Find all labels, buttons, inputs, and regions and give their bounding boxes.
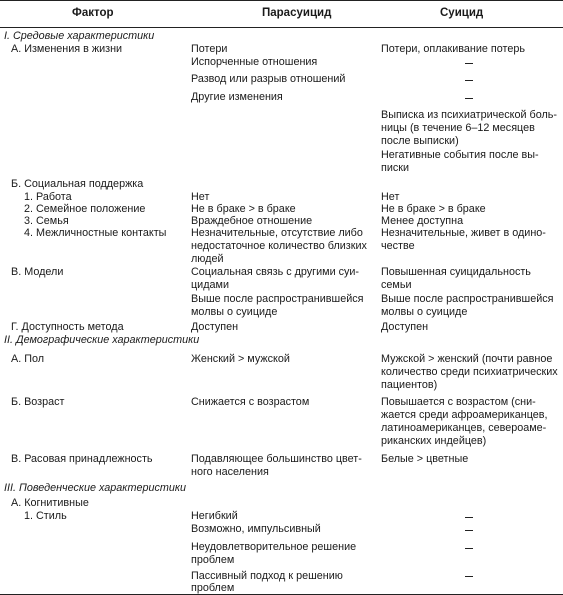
suicide-cell: молвы о суициде (381, 306, 468, 318)
factor-label: Б. Возраст (11, 396, 65, 408)
empty-dash (465, 548, 473, 549)
parasuicide-cell: Другие изменения (191, 91, 283, 103)
factor-sublabel: 3. Семья (24, 215, 69, 227)
suicide-cell: пациентов) (381, 379, 438, 391)
parasuicide-cell: Женский > мужской (191, 353, 290, 365)
factor-label: Г. Доступность метода (11, 321, 124, 333)
suicide-cell: риканских индейцев) (381, 435, 487, 447)
parasuicide-cell: проблем (191, 554, 235, 566)
factor-label: А. Изменения в жизни (11, 43, 123, 55)
suicide-cell: Повышенная суицидальность (381, 266, 531, 278)
parasuicide-cell: Негибкий (191, 510, 238, 522)
parasuicide-cell: ного населения (191, 466, 269, 478)
suicide-cell: Выше после распространившейся (381, 293, 554, 305)
parasuicide-cell: Потери (191, 43, 228, 55)
suicide-cell: Доступен (381, 321, 429, 333)
suicide-cell: Негативные события после вы- (381, 149, 539, 161)
parasuicide-cell: Доступен (191, 321, 239, 333)
header-factor: Фактор (72, 7, 114, 19)
empty-dash (465, 98, 473, 99)
factor-label: А. Пол (11, 353, 45, 365)
suicide-cell: Белые > цветные (381, 453, 469, 465)
suicide-cell: Нет (381, 191, 400, 203)
parasuicide-cell: Возможно, импульсивный (191, 523, 321, 535)
parasuicide-cell: недостаточное количество близких (191, 240, 367, 252)
factor-label: А. Когнитивные (11, 497, 89, 509)
factor-label: В. Модели (11, 266, 64, 278)
suicide-cell: Повышается с возрастом (сни- (381, 396, 536, 408)
header-parasuicide: Парасуицид (262, 7, 332, 19)
parasuicide-cell: Снижается с возрастом (191, 396, 310, 408)
suicide-cell: количество среди психиатрических (381, 366, 558, 378)
table-header (0, 0, 563, 28)
parasuicide-cell: цидами (191, 279, 229, 291)
empty-dash (465, 63, 473, 64)
suicide-cell: честве (381, 240, 415, 252)
factor-label: Б. Социальная поддержка (11, 178, 144, 190)
parasuicide-cell: Нет (191, 191, 210, 203)
suicide-cell: Незначительные, живет в одино- (381, 227, 546, 239)
suicide-cell: Потери, оплакивание потерь (381, 43, 525, 55)
suicide-cell: семьи (381, 279, 412, 291)
parasuicide-cell: Незначительные, отсутствие либо (191, 227, 363, 239)
factor-sublabel: 4. Межличностные контакты (24, 227, 167, 239)
parasuicide-cell: молвы о суициде (191, 306, 278, 318)
factor-label: В. Расовая принадлежность (11, 453, 153, 465)
parasuicide-cell: Неудовлетворительное решение (191, 541, 357, 553)
suicide-cell: писки (381, 162, 410, 174)
parasuicide-cell: Не в браке > в браке (191, 203, 296, 215)
empty-dash (465, 576, 473, 577)
parasuicide-cell: Враждебное отношение (191, 215, 313, 227)
parasuicide-cell: Пассивный подход к решению (191, 570, 343, 582)
suicide-cell: Выписка из психиатрической боль- (381, 109, 558, 121)
factor-sublabel: 1. Работа (24, 191, 72, 203)
factor-sublabel: 2. Семейное положение (24, 203, 146, 215)
parasuicide-cell: людей (191, 253, 224, 265)
parasuicide-cell: проблем (191, 582, 235, 594)
header-suicide: Суицид (440, 7, 484, 19)
suicide-cell: Мужской > женский (почти равное (381, 353, 553, 365)
empty-dash (465, 530, 473, 531)
empty-dash (465, 80, 473, 81)
suicide-cell: ницы (в течение 6–12 месяцев (381, 122, 535, 134)
factor-sublabel: 1. Стиль (24, 510, 67, 522)
parasuicide-cell: Социальная связь с другими суи- (191, 266, 360, 278)
parasuicide-cell: Подавляющее большинство цвет- (191, 453, 362, 465)
section-title: III. Поведенческие характеристики (4, 482, 187, 494)
section-title: I. Средовые характеристики (4, 30, 155, 42)
parasuicide-cell: Испорченные отношения (191, 56, 318, 68)
parasuicide-cell: Выше после распространившейся (191, 293, 364, 305)
suicide-cell: жается среди афроамериканцев, (381, 409, 548, 421)
parasuicide-cell: Развод или разрыв отношений (191, 73, 346, 85)
suicide-cell: Менее доступна (381, 215, 464, 227)
suicide-cell: после выписки) (381, 135, 459, 147)
section-title: II. Демографические характеристики (4, 334, 200, 346)
suicide-cell: латиноамериканцев, североаме- (381, 422, 547, 434)
suicide-cell: Не в браке > в браке (381, 203, 486, 215)
empty-dash (465, 517, 473, 518)
